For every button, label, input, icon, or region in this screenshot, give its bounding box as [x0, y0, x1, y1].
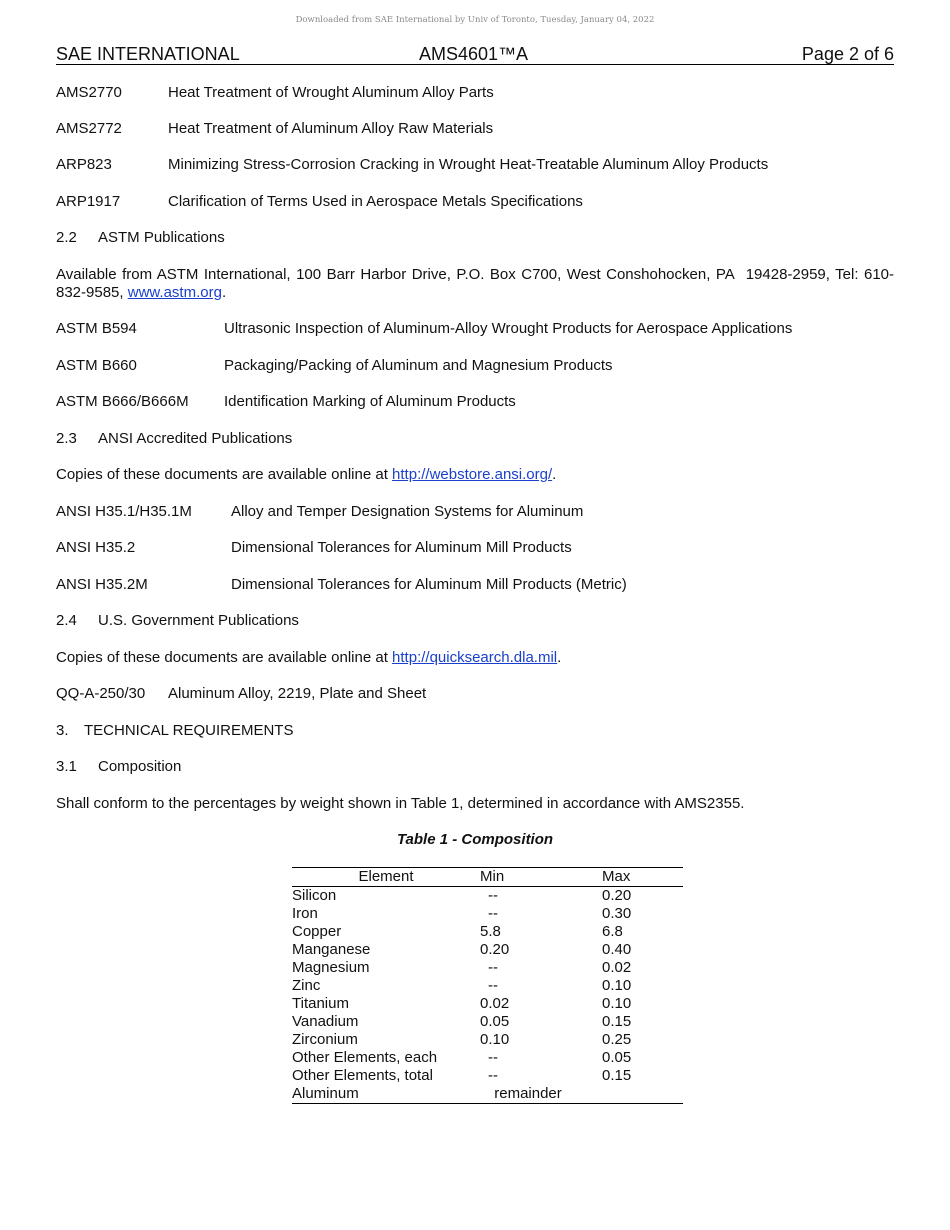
astm-website-link[interactable]: www.astm.org — [127, 284, 222, 301]
section-number: 3.1 — [56, 758, 77, 775]
cell-max: 0.10 — [602, 995, 632, 1012]
cell-min: -- — [488, 1049, 498, 1066]
table-row — [292, 1067, 683, 1085]
ref-title: Ultrasonic Inspection of Aluminum-Alloy Wrought Products for Aerospace Applications — [224, 320, 793, 337]
table-row — [292, 977, 683, 995]
ref-code: ARP1917 — [56, 193, 121, 210]
ref-code: ANSI H35.2 — [56, 539, 136, 556]
cell-element: Other Elements, each — [292, 1049, 438, 1066]
cell-max: 0.40 — [602, 941, 632, 958]
cell-min: -- — [488, 887, 498, 904]
cell-max: 0.15 — [602, 1067, 632, 1084]
ref-title: Alloy and Temper Designation Systems for Aluminum — [231, 503, 584, 520]
cell-min: -- — [488, 1067, 498, 1084]
ref-title: Dimensional Tolerances for Aluminum Mill Products — [231, 539, 572, 556]
section-heading-composition: Composition — [98, 758, 182, 775]
ref-title: Aluminum Alloy, 2219, Plate and Sheet — [168, 685, 427, 702]
download-notice: Downloaded from SAE International by Univ of Toronto, Tuesday, January 04, 2022 — [295, 15, 655, 25]
cell-max: 6.8 — [602, 923, 623, 940]
cell-element: Manganese — [292, 941, 371, 958]
ansi-availability-paragraph — [56, 466, 556, 484]
ref-title: Heat Treatment of Wrought Aluminum Alloy Parts — [168, 84, 494, 101]
table-row — [292, 905, 683, 923]
section-heading-ansi: ANSI Accredited Publications — [98, 430, 293, 447]
dla-quicksearch-link[interactable]: http://quicksearch.dla.mil — [392, 649, 558, 666]
cell-max — [602, 1085, 683, 1104]
cell-element: Copper — [292, 923, 342, 940]
table-row — [292, 1031, 683, 1049]
cell-element: Other Elements, total — [292, 1067, 433, 1084]
ref-title: Minimizing Stress-Corrosion Cracking in Wrought Heat-Treatable Aluminum Alloy Products — [168, 156, 769, 173]
ref-code: ANSI H35.2M — [56, 576, 148, 593]
section-number: 3. — [56, 722, 69, 739]
header-page-number: Page 2 of 6 — [801, 44, 894, 64]
table-row — [292, 1085, 683, 1104]
cell-max: 0.20 — [602, 887, 632, 904]
cell-max: 0.30 — [602, 905, 632, 922]
cell-min: remainder — [494, 1085, 562, 1102]
cell-max: 0.10 — [602, 977, 632, 994]
table-row — [292, 887, 683, 906]
cell-min: 0.05 — [480, 1013, 510, 1030]
cell-max: 0.05 — [602, 1049, 632, 1066]
ref-title: Heat Treatment of Aluminum Alloy Raw Materials — [168, 120, 494, 137]
ansi-webstore-link[interactable]: http://webstore.ansi.org/ — [392, 466, 553, 483]
cell-element: Titanium — [292, 995, 349, 1012]
cell-min: 5.8 — [480, 923, 501, 940]
availability-text: Copies of these documents are available online at — [56, 649, 393, 666]
table-row — [292, 923, 683, 941]
availability-text-end: . — [557, 649, 562, 666]
table-row — [292, 1049, 683, 1067]
cell-min: 0.20 — [480, 941, 510, 958]
ref-code: AMS2770 — [56, 84, 122, 101]
section-number: 2.2 — [56, 229, 77, 246]
ref-code: AMS2772 — [56, 120, 122, 137]
section-heading-technical: TECHNICAL REQUIREMENTS — [84, 722, 294, 739]
section-heading-usgov: U.S. Government Publications — [98, 612, 299, 629]
table-row — [292, 959, 683, 977]
cell-element: Aluminum — [292, 1085, 359, 1102]
table-header-row — [292, 868, 683, 887]
page-header — [56, 44, 894, 65]
availability-text-end: . — [552, 466, 557, 483]
cell-min: 0.02 — [480, 995, 510, 1012]
cell-element: Zinc — [292, 977, 321, 994]
ref-code: QQ-A-250/30 — [56, 685, 146, 702]
cell-element: Magnesium — [292, 959, 370, 976]
ref-code: ARP823 — [56, 156, 112, 173]
table-row — [292, 941, 683, 959]
cell-max: 0.02 — [602, 959, 632, 976]
cell-element: Iron — [292, 905, 318, 922]
cell-min: 0.10 — [480, 1031, 510, 1048]
availability-text: Copies of these documents are available online at — [56, 466, 393, 483]
ref-title: Dimensional Tolerances for Aluminum Mill Products (Metric) — [231, 576, 627, 593]
column-header-element: Element — [292, 868, 480, 887]
usgov-availability-paragraph — [56, 649, 561, 667]
ref-code: ASTM B666/B666M — [56, 393, 189, 410]
header-doc-id: AMS4601™A — [419, 44, 529, 64]
cell-max: 0.25 — [602, 1031, 632, 1048]
cell-min: -- — [488, 977, 498, 994]
ref-code: ASTM B660 — [56, 357, 137, 374]
astm-availability-paragraph — [56, 266, 894, 302]
composition-table-body — [292, 887, 683, 1104]
composition-text: Shall conform to the percentages by weight shown in Table 1, determined in accordance with AMS2355. — [56, 795, 745, 812]
column-header-min: Min — [480, 868, 602, 887]
availability-text-end: . — [221, 284, 227, 301]
cell-element: Vanadium — [292, 1013, 359, 1030]
composition-table — [292, 867, 683, 1104]
ref-code: ASTM B594 — [56, 320, 137, 337]
ref-title: Clarification of Terms Used in Aerospace Metals Specifications — [168, 193, 583, 210]
cell-element: Zirconium — [292, 1031, 358, 1048]
ref-title: Packaging/Packing of Aluminum and Magnesium Products — [224, 357, 613, 374]
table-title: Table 1 - Composition — [396, 831, 554, 848]
cell-min: -- — [488, 959, 498, 976]
section-heading-astm: ASTM Publications — [98, 229, 225, 246]
table-row — [292, 1013, 683, 1031]
ref-code: ANSI H35.1/H35.1M — [56, 503, 192, 520]
cell-element: Silicon — [292, 887, 337, 904]
section-number: 2.4 — [56, 612, 77, 629]
header-org: SAE INTERNATIONAL — [56, 44, 240, 64]
ref-title: Identification Marking of Aluminum Products — [224, 393, 516, 410]
availability-text: Available from ASTM International, 100 Barr Harbor Drive, P.O. Box C700, West Conshohocken, PA 19428-2959, Tel: 610-832-9585, — [56, 266, 894, 301]
column-header-max: Max — [602, 868, 683, 887]
cell-max: 0.15 — [602, 1013, 632, 1030]
table-row — [292, 995, 683, 1013]
section-number: 2.3 — [56, 430, 77, 447]
cell-min: -- — [488, 905, 498, 922]
